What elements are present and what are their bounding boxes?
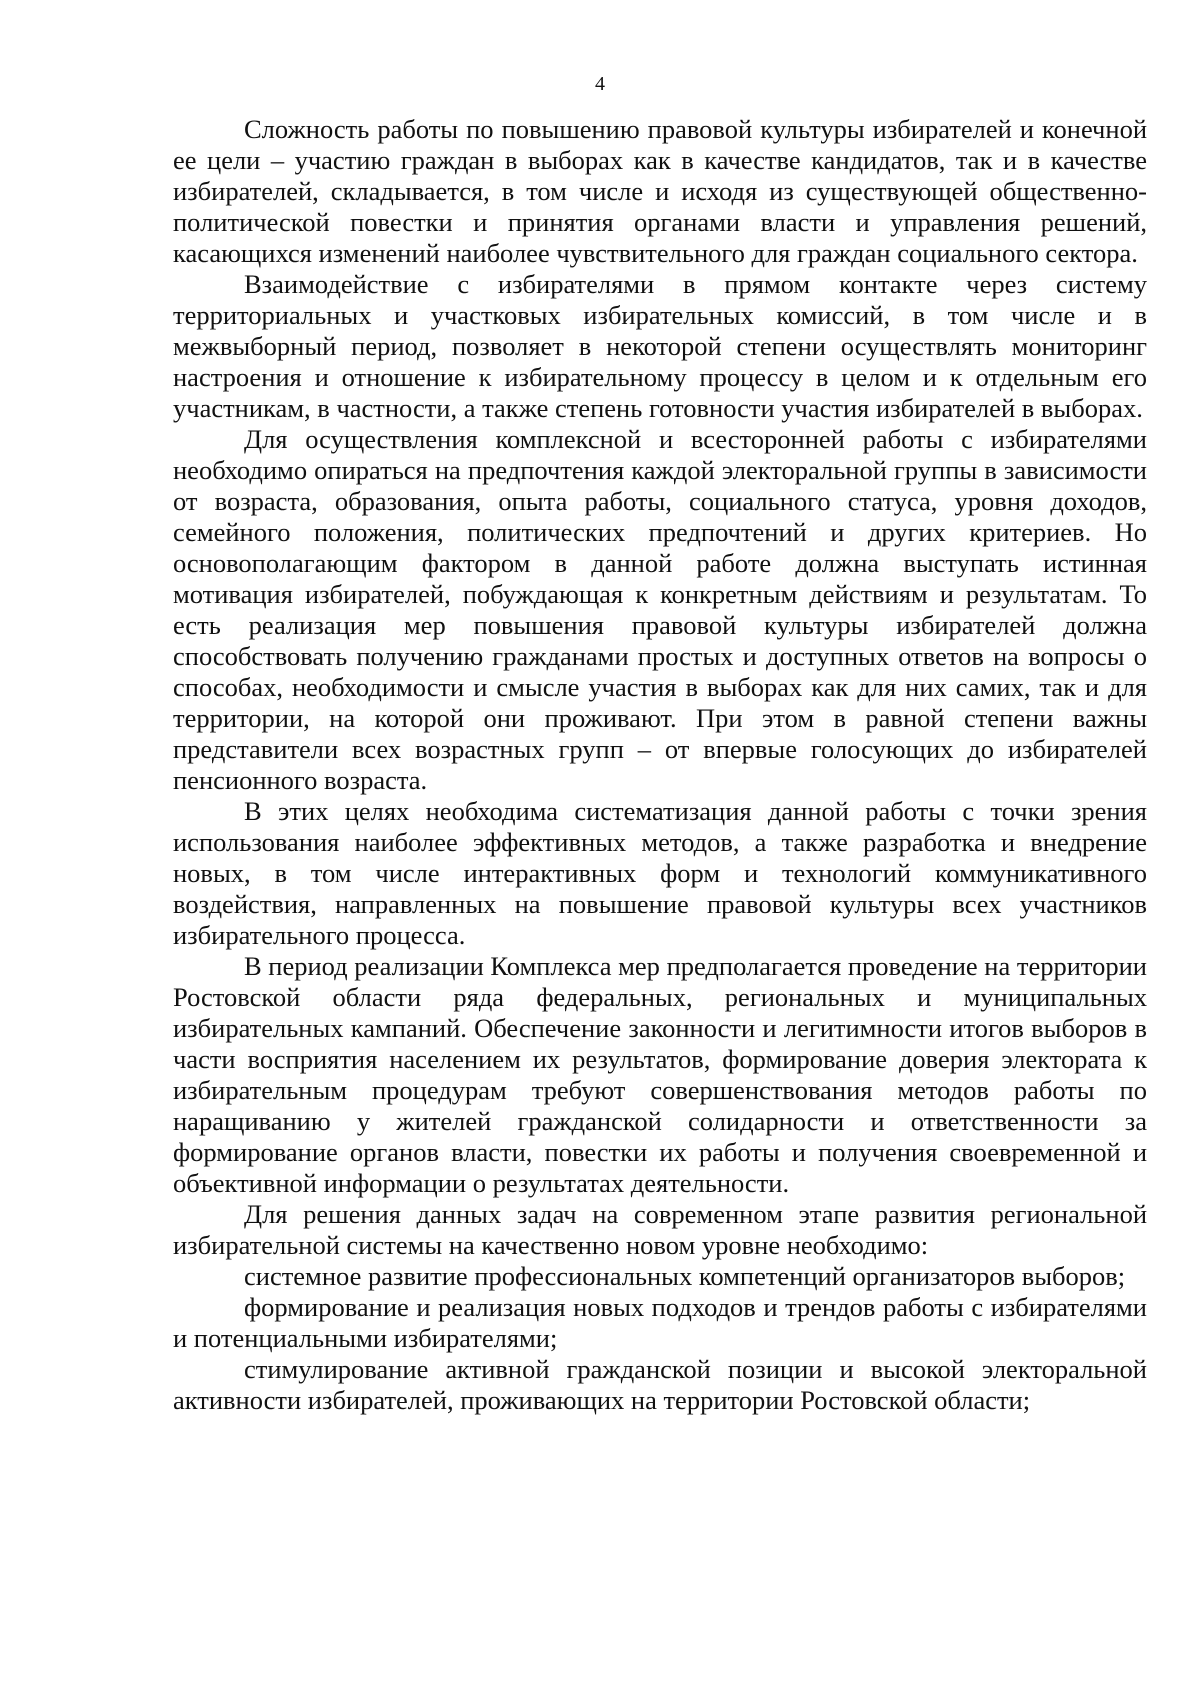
paragraph-systematization: В этих целях необходима систематизация данной работы с точки зрения использования наиболее эффективных методов, а также разработка и внедрение новых, в том числе интерактивных форм и технологий коммуникативного воздействия, направленных на повышение правовой культуры всех участников избирательного процесса. (173, 796, 1147, 950)
paragraph-tasks-intro: Для решения данных задач на современном этапе развития региональной избирательной системы на качественно новом уровне необходимо: (173, 1199, 1147, 1260)
page-number: 4 (595, 73, 605, 95)
document-body (173, 114, 1147, 1416)
paragraph-comprehensive-work: Для осуществления комплексной и всесторонней работы с избирателями необходимо опираться на предпочтения каждой электоральной группы в зависимости от возраста, образования, опыта работы, социального статуса, уровня доходов, семейного положения, политических предпочтений и других критериев. Но основополагающим фактором в данной работе должна выступать истинная мотивация избирателей, побуждающая к конкретным действиям и результатам. То есть реализация мер повышения правовой культуры избирателей должна способствовать получению гражданами простых и доступных ответов на вопросы о способах, необходимости и смысле участия в выборах как для них самих, так и для территории, на которой они проживают. При этом в равной степени важны представители всех возрастных групп – от впервые голосующих до избирателей пенсионного возраста. (173, 424, 1147, 795)
paragraph-interaction-with-voters: Взаимодействие с избирателями в прямом контакте через систему территориальных и участковых избирательных комиссий, в том числе и в межвыборный период, позволяет в некоторой степени осуществлять мониторинг настроения и отношение к избирательному процессу в целом и к отдельным его участникам, в частности, а также степень готовности участия избирателей в выборах. (173, 269, 1147, 423)
paragraph-election-campaigns: В период реализации Комплекса мер предполагается проведение на территории Ростовской области ряда федеральных, региональных и муниципальных избирательных кампаний. Обеспечение законности и легитимности итогов выборов в части восприятия населением их результатов, формирование доверия электората к избирательным процедурам требуют совершенствования методов работы по наращиванию у жителей гражданской солидарности и ответственности за формирование органов власти, повестки их работы и получения своевременной и объективной информации о результатах деятельности. (173, 951, 1147, 1198)
list-item-civic-activity: стимулирование активной гражданской позиции и высокой электоральной активности избирателей, проживающих на территории Ростовской области; (173, 1354, 1147, 1415)
list-item-new-approaches: формирование и реализация новых подходов и трендов работы с избирателями и потенциальными избирателями; (173, 1292, 1147, 1353)
paragraph-voter-legal-culture: Сложность работы по повышению правовой культуры избирателей и конечной ее цели – участию граждан в выборах как в качестве кандидатов, так и в качестве избирателей, складывается, в том числе и исходя из существующей общественно-политической повестки и принятия органами власти и управления решений, касающихся изменений наиболее чувствительного для граждан социального сектора. (173, 114, 1147, 268)
list-item-competencies: системное развитие профессиональных компетенций организаторов выборов; (244, 1261, 1126, 1291)
